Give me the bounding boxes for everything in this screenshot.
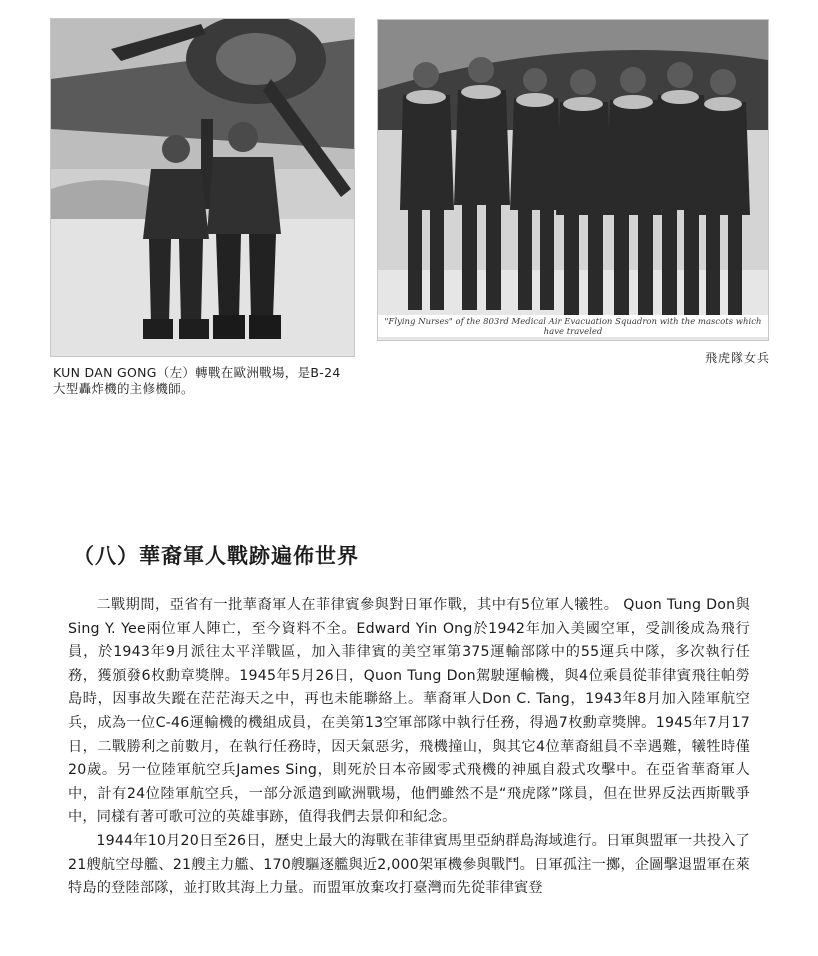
paragraph: 1944年10月20日至26日，歷史上最大的海戰在菲律賓馬里亞納群島海域進行。日軍與盟軍一共投入了21艘航空母艦、21艘主力艦、170艘驅逐艦與近2,000架軍機參與戰鬥。日軍孤注一擲，企圖擊退盟軍在萊特島的登陸部隊，並打敗其海上力量。而盟軍放棄攻打臺灣而先從菲律賓登 xyxy=(68,832,750,897)
photo-flying-nurses xyxy=(377,19,769,341)
nurses-photo-graphic xyxy=(378,20,768,340)
photo-caption-nurses: 飛虎隊女兵 xyxy=(704,351,770,365)
airmen-photo-graphic xyxy=(51,19,354,356)
article-body xyxy=(68,594,750,901)
photo-caption-airmen: KUN DAN GONG（左）轉戰在歐洲戰場，是B-24大型轟炸機的主修機師。 xyxy=(53,365,341,396)
paragraph: 二戰期間，亞省有一批華裔軍人在菲律賓參與對日軍作戰，其中有5位軍人犧牲。 Quon Tung Don與Sing Y. Yee兩位軍人陣亡，至今資料不全。Edward Yin Ong於1942年加入美國空軍，受訓後成為飛行員，於1943年9月派往太平洋戰區，加入菲律賓的美空軍第375運輸部隊中的55運兵中隊，多次執行任務，獲頒發6枚勳章獎牌。1945年5月26日，Quon Tung Don駕駛運輸機，與4位乘員從菲律賓飛往帕勞島時，因事故失蹤在茫茫海天之中，再也未能聯絡上。華裔軍人Don C. Tang，1943年8月加入陸軍航空兵，成為一位C-46運輸機的機組成員，在美第13空軍部隊中執行任務，得過7枚勳章獎牌。1945年7月17日，二戰勝利之前數月，在執行任務時，因天氣惡劣，飛機撞山，與其它4位華裔組員不幸遇難，犧牲時僅20歲。另一位陸軍航空兵James Sing，則死於日本帝國零式飛機的神風自殺式攻擊中。在亞省華裔軍人中，計有24位陸軍航空兵，一部分派遣到歐洲戰場，他們雖然不是“飛虎隊”隊員，但在世界反法西斯戰爭中，同樣有著可歌可泣的英雄事跡，值得我們去景仰和紀念。 xyxy=(68,597,750,826)
photo-airmen xyxy=(50,18,355,357)
photo-embedded-caption: "Flying Nurses" of the 803rd Medical Air Evacuation Squadron with the mascots which have traveled xyxy=(378,315,768,337)
section-heading: （八）華裔軍人戰跡遍佈世界 xyxy=(73,544,359,568)
